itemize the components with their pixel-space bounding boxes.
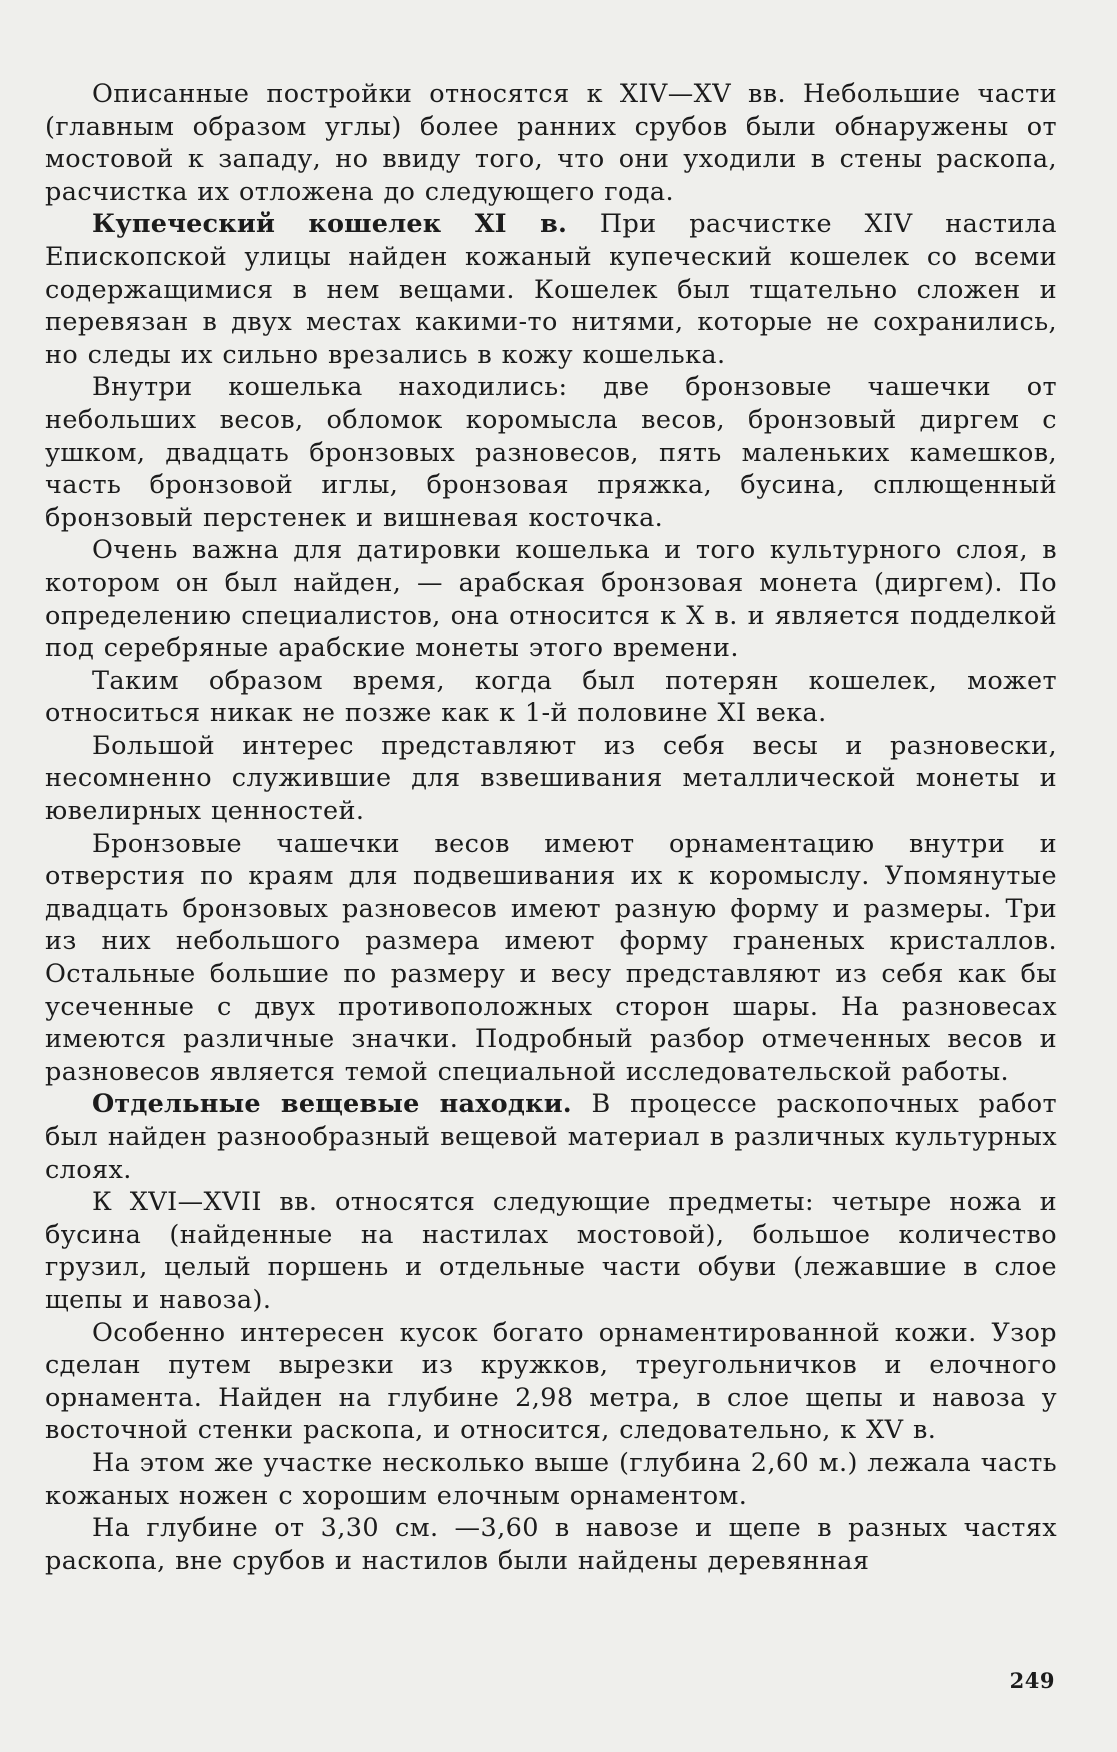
paragraph-loss-date: [45, 665, 1057, 730]
paragraph-text: Внутри кошелька находились: две бронзовые чашечки от небольших весов, обломок коромысла весов, бронзовый диргем с ушком, двадцать бронзовых разновесов, пять маленьких камешков, часть бронзовой иглы, бронзовая пряжка, бусина, сплющенный бронзовый перстенек и вишневая косточка.: [45, 372, 1057, 533]
paragraph-text: К XVI—XVII вв. относятся следующие предметы: четыре ножа и бусина (найденные на настилах мостовой), большое количество грузил, целый поршень и отдельные части обуви (лежавшие в слое щепы и навоза).: [45, 1187, 1057, 1315]
paragraph-scales-interest: [45, 730, 1057, 828]
paragraph-text: Бронзовые чашечки весов имеют орнаментацию внутри и отверстия по краям для подвешивания их к коромыслу. Упомянутые двадцать бронзовых разновесов имеют разную форму и размеры. Три из них небольшого размера имеют форму граненых кристаллов. Остальные большие по размеру и весу представляют из себя как бы усеченные с двух противоположных сторон шары. На разновесах имеются различные значки. Подробный разбор отмеченных весов и разновесов является темой специальной исследовательской работы.: [45, 828, 1057, 1087]
paragraph-text: На глубине от 3,30 см. —3,60 в навозе и щепе в разных частях раскопа, вне срубов и настилов были найдены деревянная: [45, 1513, 1057, 1576]
paragraph-purse-contents: [45, 371, 1057, 534]
paragraph-merchant-purse: [45, 208, 1057, 371]
paragraph-text: В процессе раскопочных работ был найден разнообразный вещевой материал в различных культурных слоях.: [45, 1089, 1057, 1185]
section-heading-individual-finds: Отдельные вещевые находки.: [92, 1089, 572, 1120]
paragraph-text: Очень важна для датировки кошелька и того культурного слоя, в котором он был найден, — арабская бронзовая монета (диргем). По определению специалистов, она относится к X в. и является подделкой под серебряные арабские монеты этого времени.: [45, 535, 1057, 664]
paragraph-individual-finds: [45, 1088, 1057, 1186]
paragraph-text: При расчистке XIV настила Епископской улицы найден кожаный купеческий кошелек со всеми содержащимися в нем вещами. Кошелек был тщательно сложен и перевязан в двух местах какими-то нитями, которые не сохранились, но следы их сильно врезались в кожу кошелька.: [45, 209, 1057, 370]
paragraph-wooden-finds: [45, 1512, 1057, 1577]
paragraph-leather-sheath: [45, 1447, 1057, 1512]
paragraph-text: Описанные постройки относятся к XIV—XV вв. Небольшие части (главным образом углы) более ранних срубов были обнаружены от мостовой к западу, но ввиду того, что они уходили в стены раскопа, расчистка их отложена до следующего года.: [45, 79, 1057, 207]
paragraph-text: Таким образом время, когда был потерян кошелек, может относиться никак не позже как к 1-й половине XI века.: [45, 665, 1057, 729]
paragraph-text: На этом же участке несколько выше (глубина 2,60 м.) лежала часть кожаных ножен с хорошим елочным орнаментом.: [45, 1447, 1057, 1511]
section-heading-merchant-purse: Купеческий кошелек XI в.: [92, 209, 568, 240]
paragraph-ornamented-leather: [45, 1317, 1057, 1447]
paragraph-16-17-century: [45, 1186, 1057, 1316]
paragraph-text: Особенно интересен кусок богато орнаментированной кожи. Узор сделан путем вырезки из кружков, треугольничков и елочного орнамента. Найден на глубине 2,98 метра, в слое щепы и навоза у восточной стенки раскопа, и относится, следовательно, к XV в.: [45, 1317, 1057, 1446]
paragraph-text: Большой интерес представляют из себя весы и разновески, несомненно служившие для взвешивания металлической монеты и ювелирных ценностей.: [45, 730, 1057, 827]
page-number: 249: [1009, 1668, 1055, 1693]
paragraph-coin-dating: [45, 534, 1057, 664]
paragraph-buildings: [45, 78, 1057, 208]
paragraph-scales-description: [45, 828, 1057, 1089]
